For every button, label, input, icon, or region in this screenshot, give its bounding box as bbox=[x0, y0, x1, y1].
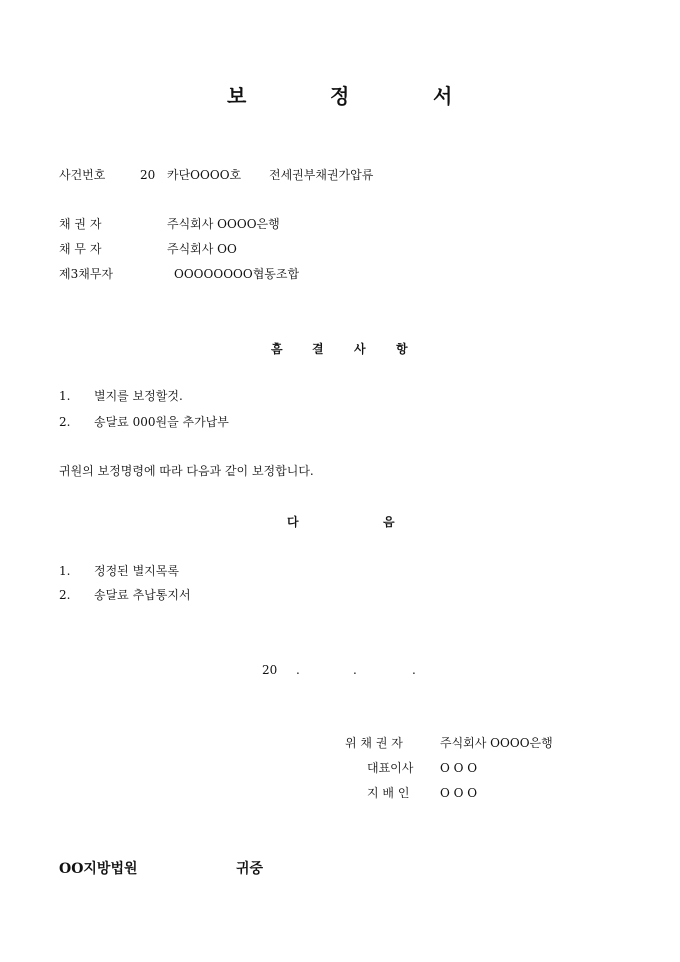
footer-court: OO지방법원 bbox=[59, 861, 138, 877]
date-dot-2: . bbox=[353, 663, 357, 677]
date-dot-1: . bbox=[296, 663, 300, 677]
footer-suffix: 귀중 bbox=[236, 861, 264, 877]
item-number-2: 2. bbox=[59, 588, 71, 602]
defect-text-2: 송달료 000원을 추가납부 bbox=[94, 415, 229, 429]
signature-value-representative: O O O bbox=[440, 761, 478, 775]
defects-heading-char-3: 사 bbox=[354, 342, 366, 356]
party-label-debtor: 채 무 자 bbox=[59, 242, 102, 256]
case-label: 사건번호 bbox=[59, 168, 106, 182]
statement-text: 귀원의 보정명령에 따라 다음과 같이 보정합니다. bbox=[59, 464, 314, 478]
defects-heading-char-1: 흠 bbox=[271, 342, 283, 356]
defect-number-2: 2. bbox=[59, 415, 71, 429]
title-char-2: 정 bbox=[330, 84, 350, 108]
item-text-1: 정정된 별지목록 bbox=[94, 564, 179, 578]
party-value-third-debtor: OOOOOOOO협동조합 bbox=[174, 267, 300, 281]
case-year: 20 bbox=[140, 168, 156, 182]
defect-text-1: 별지를 보정할것. bbox=[94, 389, 183, 403]
defects-heading-char-2: 결 bbox=[312, 342, 324, 356]
item-text-2: 송달료 추납통지서 bbox=[94, 588, 191, 602]
party-value-debtor: 주식회사 OO bbox=[167, 242, 237, 256]
party-label-creditor: 채 권 자 bbox=[59, 217, 102, 231]
signature-label-manager: 지 배 인 bbox=[367, 786, 410, 800]
signature-label-representative: 대표이사 bbox=[367, 761, 414, 775]
case-name: 전세권부채권가압류 bbox=[269, 168, 374, 182]
date-year: 20 bbox=[262, 663, 278, 677]
defect-number-1: 1. bbox=[59, 389, 71, 403]
below-heading-char-1: 다 bbox=[287, 515, 299, 529]
party-label-third-debtor: 제3채무자 bbox=[59, 267, 114, 281]
item-number-1: 1. bbox=[59, 564, 71, 578]
title-char-1: 보 bbox=[227, 84, 247, 108]
below-heading-char-2: 음 bbox=[383, 515, 395, 529]
defects-heading-char-4: 항 bbox=[396, 342, 408, 356]
signature-value-manager: O O O bbox=[440, 786, 478, 800]
date-dot-3: . bbox=[412, 663, 416, 677]
title-char-3: 서 bbox=[433, 84, 453, 108]
case-number: 카단OOOO호 bbox=[167, 168, 242, 182]
party-value-creditor: 주식회사 OOOO은행 bbox=[167, 217, 280, 231]
signature-value-creditor: 주식회사 OOOO은행 bbox=[440, 736, 553, 750]
signature-label-creditor: 위 채 권 자 bbox=[345, 736, 403, 750]
